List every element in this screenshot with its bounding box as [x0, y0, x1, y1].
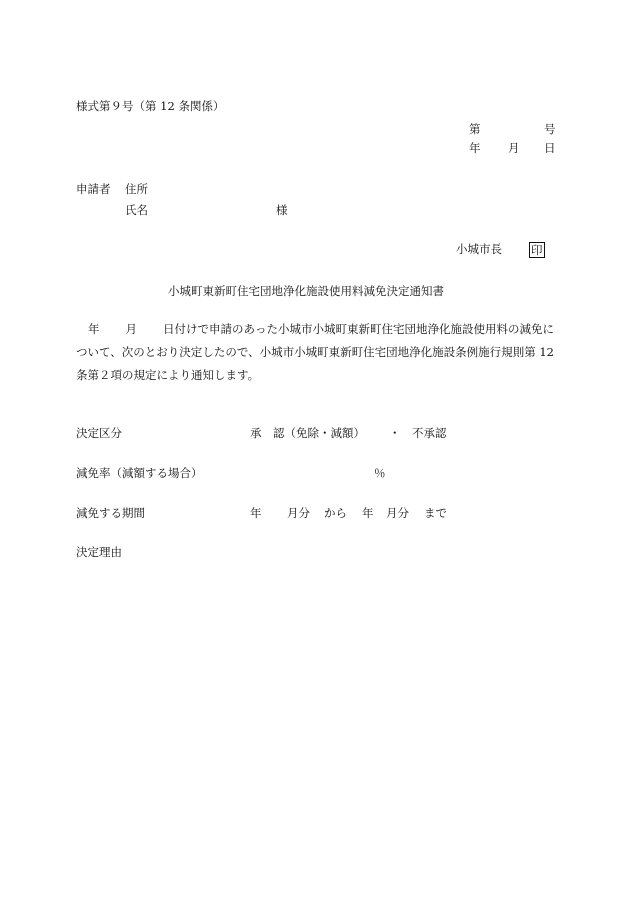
period-made: まで: [424, 506, 447, 520]
number-dai: 第: [469, 122, 481, 136]
body-month: 月: [125, 322, 138, 336]
form-label: 様式第９号（第 12 条関係）: [76, 99, 225, 113]
period-month1: 月分: [287, 506, 310, 520]
date-year: 年: [469, 141, 481, 155]
period-label: 減免する期間: [76, 506, 145, 520]
rate-unit: ％: [374, 466, 386, 480]
name-label: 氏名: [125, 203, 148, 217]
sama-label: 様: [276, 203, 288, 217]
applicant-label: 申請者: [76, 182, 111, 196]
seal-icon: 印: [531, 243, 543, 257]
date-month: 月: [508, 141, 520, 155]
body-paragraph: [76, 318, 554, 387]
decision-disapprove: 不承認: [412, 426, 447, 440]
body-year: 年: [88, 322, 100, 336]
decision-label: 決定区分: [76, 426, 122, 440]
number-go: 号: [544, 122, 556, 136]
date-day: 日: [544, 141, 556, 155]
document-title: 小城町東新町住宅団地浄化施設使用料減免決定通知書: [168, 284, 444, 298]
period-year1: 年: [250, 506, 262, 520]
period-kara: から: [324, 506, 347, 520]
body-text: 日付けで申請のあった小城市小城町東新町住宅団地浄化施設使用料の減免について、次のとおり決定したので、小城市小城町東新町住宅団地浄化施設条例施行規則第 12 条第２項の規定により通知します。: [76, 322, 555, 382]
decision-approve: 承 認（免除・減額）: [250, 426, 365, 440]
reason-label: 決定理由: [76, 545, 122, 559]
rate-label: 減免率（減額する場合）: [76, 466, 203, 480]
period-year2: 年: [362, 506, 374, 520]
period-month2: 月分: [386, 506, 409, 520]
issuer-name: 小城市長: [456, 242, 502, 256]
address-label: 住所: [125, 182, 148, 196]
decision-dot: ・: [389, 426, 401, 440]
seal-mark: [529, 242, 545, 258]
